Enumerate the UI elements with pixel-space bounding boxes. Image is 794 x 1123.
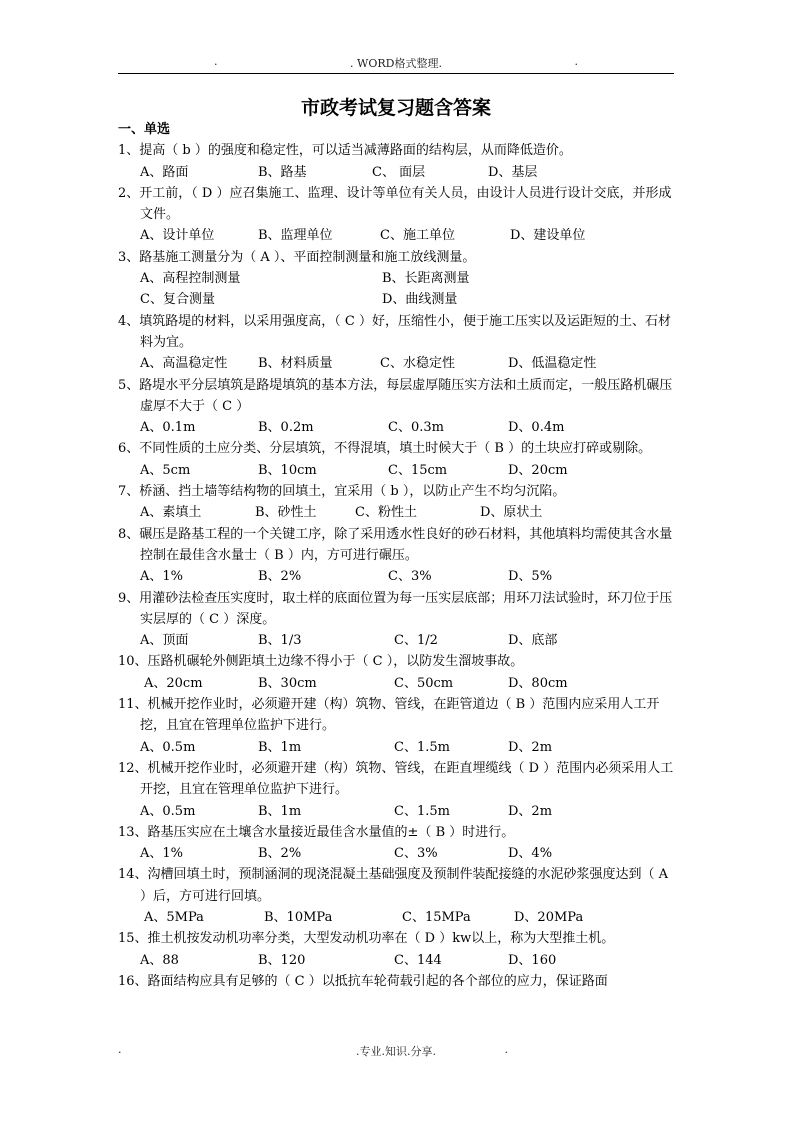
question-15: 15、推土机按发动机功率分类，大型发动机功率在（ D ）kw以上，称为大型推土机。 (118, 931, 615, 947)
option-a: A、高程控制测量 (140, 271, 241, 287)
question-11: 11、机械开挖作业时，必须避开建（构）筑物、管线，在距管道边（ B ）范围内应采用人工开挖，且宜在管理单位监护下进行。 (118, 697, 660, 734)
question-1: 1、提高（ b ）的强度和稳定性，可以适当减薄路面的结构层，从而降低造价。 (118, 143, 572, 159)
question-2: 2、开工前，（ D ）应召集施工、监理、设计等单位有关人员，由设计人员进行设计交底，并形成文件。 (118, 185, 672, 223)
option-a: A、设计单位 (140, 228, 215, 244)
option-b: B、1m (258, 803, 302, 819)
question-9: 9、用灌砂法检查压实度时，取土样的底面位置为每一压实层底部；用环刀法试验时，环刀位于压实层厚的（ C ）深度。 (118, 590, 673, 627)
option-d: D、原状土 (480, 505, 543, 521)
option-d: D、80cm (508, 675, 568, 691)
option-a: A、0.1m (140, 420, 196, 436)
section-heading: 一、单选 (118, 122, 171, 137)
question-list (118, 119, 678, 992)
question-7: 7、桥涵、挡土墙等结构物的回填土，宜采用（ b ），以防止产生不均匀沉陷。 (118, 484, 566, 500)
option-b: B、0.2m (258, 420, 314, 436)
option-d: D、2m (508, 739, 553, 755)
question-10-options (118, 673, 678, 694)
question-7-options (118, 502, 678, 523)
option-c: C、3% (388, 569, 432, 585)
document-title: 市政考试复习题含答案 (300, 97, 491, 119)
footer-text: .专业.知识.分享. (356, 1045, 436, 1058)
footer-dot-right: . (504, 1043, 508, 1056)
option-c: C、粉性土 (355, 505, 417, 521)
option-c: C、复合测量 (140, 292, 215, 308)
option-d: D、5% (508, 569, 553, 585)
option-c: C、1.5m (394, 739, 450, 755)
option-c: C、50cm (394, 675, 454, 691)
header-rule (118, 73, 674, 74)
option-c: C、3% (394, 846, 438, 862)
option-a: A、0.5m (140, 803, 196, 819)
option-b: B、2% (258, 846, 302, 862)
option-a: A、1% (140, 569, 184, 585)
option-d: D、曲线测量 (382, 292, 458, 308)
option-b: B、路基 (258, 164, 307, 180)
option-c: C、15cm (388, 462, 448, 478)
option-b: B、10MPa (264, 909, 333, 925)
option-b: B、30cm (258, 675, 317, 691)
question-13: 13、路基压实应在土壤含水量接近最佳含水量值的±（ B ）时进行。 (118, 824, 515, 840)
option-a: A、顶面 (140, 633, 189, 649)
option-c: C、施工单位 (380, 228, 455, 244)
question-6-options (118, 460, 678, 481)
question-4: 4、填筑路堤的材料，以采用强度高，（ C ）好，压缩性小，便于施工压实以及运距短的土、石材料为宜。 (118, 313, 671, 350)
footer-dot-left: . (118, 1043, 122, 1056)
option-d: D、0.4m (508, 420, 565, 436)
option-c: C、水稳定性 (380, 356, 455, 372)
header-text: . WORD格式整理. (350, 57, 442, 70)
option-b: B、监理单位 (258, 228, 333, 244)
option-b: B、1/3 (258, 633, 302, 649)
option-a: A、88 (140, 952, 179, 968)
question-5: 5、路堤水平分层填筑是路堤填筑的基本方法，每层虚厚随压实方法和土质而定，一般压路机碾压虚厚不大于（ C ） (118, 377, 673, 414)
option-d: D、基层 (488, 164, 538, 180)
option-c: C、 面层 (372, 164, 426, 180)
option-b: B、120 (258, 952, 306, 968)
question-13-options (118, 843, 678, 864)
question-8: 8、碾压是路基工程的一个关键工序，除了采用透水性良好的砂石材料，其他填料均需使其含水量控制在最佳含水量士（ B ）内，方可进行碾压。 (118, 526, 673, 563)
option-b: B、1m (258, 739, 302, 755)
question-11-options (118, 737, 678, 758)
question-3-options-row (118, 268, 678, 289)
option-d: D、建设单位 (510, 228, 586, 244)
option-c: C、1.5m (394, 803, 450, 819)
header-text-row (118, 55, 674, 71)
option-a: A、路面 (140, 164, 189, 180)
question-16: 16、路面结构应具有足够的（ C ）以抵抗车轮荷载引起的各个部位的应力，保证路面 (118, 973, 608, 989)
option-d: D、底部 (508, 633, 558, 649)
question-14: 14、沟槽回填土时，预制涵洞的现浇混凝土基础强度及预制件装配接缝的水泥砂浆强度达到（ A ）后，方可进行回填。 (118, 867, 669, 904)
option-d: D、低温稳定性 (508, 356, 597, 372)
question-14-options (118, 907, 678, 928)
option-b: B、材料质量 (258, 356, 333, 372)
option-b: B、2% (258, 569, 302, 585)
option-c: C、15MPa (402, 909, 471, 925)
option-a: A、1% (140, 846, 184, 862)
option-a: A、5cm (140, 462, 191, 478)
option-c: C、0.3m (388, 420, 444, 436)
question-8-options (118, 566, 678, 587)
option-b: B、10cm (258, 462, 317, 478)
question-9-options (118, 630, 678, 651)
question-1-options (118, 162, 678, 183)
question-6: 6、不同性质的土应分类、分层填筑，不得混填，填土时候大于（ B ）的土块应打碎或剔除。 (118, 441, 652, 457)
question-5-options (118, 417, 678, 438)
option-d: D、2m (508, 803, 553, 819)
option-d: D、4% (508, 846, 553, 862)
question-15-options (118, 950, 678, 971)
question-3-options-row (118, 289, 678, 310)
option-a: A、素填土 (140, 505, 202, 521)
question-12-options (118, 801, 678, 822)
question-2-options (118, 225, 678, 246)
option-b: B、长距离测量 (382, 271, 470, 287)
option-d: D、20cm (508, 462, 568, 478)
option-b: B、砂性土 (255, 505, 317, 521)
option-c: C、1/2 (394, 633, 438, 649)
option-a: A、高温稳定性 (140, 356, 228, 372)
option-d: D、160 (508, 952, 557, 968)
question-3: 3、路基施工测量分为（ A ）、平面控制测量和施工放线测量。 (118, 249, 476, 265)
questions-container (118, 140, 678, 992)
header-dot-right: . (574, 55, 578, 68)
option-a: A、20cm (144, 675, 203, 691)
question-12: 12、机械开挖作业时，必须避开建（构）筑物、管线，在距直埋缆线（ D ）范围内必须采用人工开挖，且宜在管理单位监护下进行。 (118, 760, 674, 798)
option-c: C、144 (394, 952, 442, 968)
option-a: A、0.5m (140, 739, 196, 755)
option-d: D、20MPa (514, 909, 584, 925)
question-10: 10、压路机碾轮外侧距填土边缘不得小于（ C ），以防发生溜坡事故。 (118, 654, 524, 670)
header-dot-left: . (214, 55, 218, 68)
question-4-options (118, 353, 678, 374)
page-footer (118, 1043, 674, 1059)
option-a: A、5MPa (144, 909, 204, 925)
